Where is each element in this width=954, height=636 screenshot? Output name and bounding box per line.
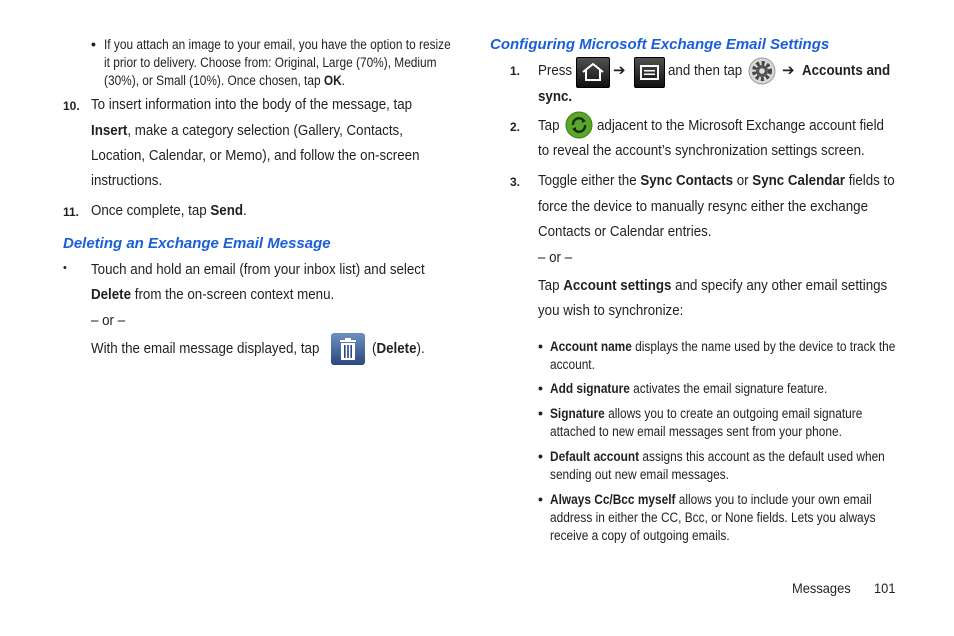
heading-configuring-exchange: Configuring Microsoft Exchange Email Settings [490, 36, 830, 53]
step3-line5: you wish to synchronize: [538, 303, 684, 319]
setting-signature-line2: attached to new email messages sent from your phone. [550, 424, 842, 439]
attach-image-note-line3: (30%), or Small (10%). Once chosen, tap OK. [104, 73, 346, 88]
arrow-right-icon: ➔ [613, 62, 626, 79]
step10-line2: Insert, make a category selection (Gallery, Contacts, [91, 123, 403, 139]
setting-default-account: Default account assigns this account as the default used when [550, 449, 885, 464]
setting-default-account-line2: sending out new email messages. [550, 467, 729, 482]
setting-always-cc-bcc: Always Cc/Bcc myself allows you to include your own email [550, 492, 872, 507]
step3-line3: Contacts or Calendar entries. [538, 224, 712, 240]
bullet-mark: • [538, 405, 543, 421]
step1-accounts-and: Accounts and [802, 63, 891, 79]
sync-icon [565, 111, 593, 139]
delete-line3-text: With the email message displayed, tap [91, 341, 320, 357]
settings-gear-icon [748, 57, 776, 85]
step3-line4: Tap Account settings and specify any other email settings [538, 278, 888, 294]
trash-icon [331, 333, 365, 365]
menu-icon [634, 57, 665, 88]
heading-deleting-exchange-email: Deleting an Exchange Email Message [63, 235, 331, 252]
delete-line1: Touch and hold an email (from your inbox list) and select [91, 262, 425, 278]
setting-account-name-line2: account. [550, 357, 595, 372]
step3-line1: Toggle either the Sync Contacts or Sync Calendar fields to [538, 173, 895, 189]
setting-signature: Signature allows you to create an outgoing email signature [550, 406, 863, 421]
setting-always-cc-bcc-line3: receive a copy of outgoing emails. [550, 528, 730, 543]
delete-line2: Delete from the on-screen context menu. [91, 287, 335, 303]
setting-add-signature: Add signature activates the email signature feature. [550, 381, 828, 396]
bullet-mark: • [63, 262, 67, 274]
step-number-1: 1. [510, 64, 521, 78]
bullet-mark: • [538, 380, 543, 396]
step-number-2: 2. [510, 120, 521, 134]
step10-line3: Location, Calendar, or Memo), and follow the on-screen [91, 148, 420, 164]
setting-account-name: Account name displays the name used by the device to track the [550, 339, 896, 354]
step1-then: and then tap [668, 63, 743, 79]
bullet-mark: • [538, 491, 543, 507]
home-icon [576, 57, 610, 88]
step3-line2: force the device to manually resync either the exchange [538, 199, 868, 215]
footer-section: Messages [792, 580, 851, 596]
step-number-11: 11. [63, 205, 80, 219]
step2-line1: adjacent to the Microsoft Exchange account field [597, 118, 884, 134]
step2-tap: Tap [538, 118, 560, 134]
arrow-right-icon: ➔ [782, 62, 795, 79]
step-number-3: 3. [510, 175, 521, 189]
or-separator: – or – [91, 313, 126, 329]
bullet-mark: • [538, 448, 543, 464]
step10-line1: To insert information into the body of the message, tap [91, 97, 413, 113]
step10-line4: instructions. [91, 173, 163, 189]
step2-line2: to reveal the account’s synchronization settings screen. [538, 143, 865, 159]
step11-text: Once complete, tap Send. [91, 203, 247, 219]
bullet-mark: • [91, 36, 96, 52]
setting-always-cc-bcc-line2: address in either the CC, Bcc, or None fields. Lets you always [550, 510, 876, 525]
delete-line3-label: (Delete). [372, 341, 425, 357]
step1-sync: sync. [538, 89, 573, 105]
attach-image-note-line2: it prior to delivery. Choose from: Original, Large (70%), Medium [104, 55, 437, 70]
or-separator: – or – [538, 250, 573, 266]
step1-press: Press [538, 63, 573, 79]
page-number: 101 [874, 580, 896, 596]
attach-image-note-line1: If you attach an image to your email, you have the option to resize [104, 37, 451, 52]
bullet-mark: • [538, 338, 543, 354]
step-number-10: 10. [63, 99, 80, 113]
